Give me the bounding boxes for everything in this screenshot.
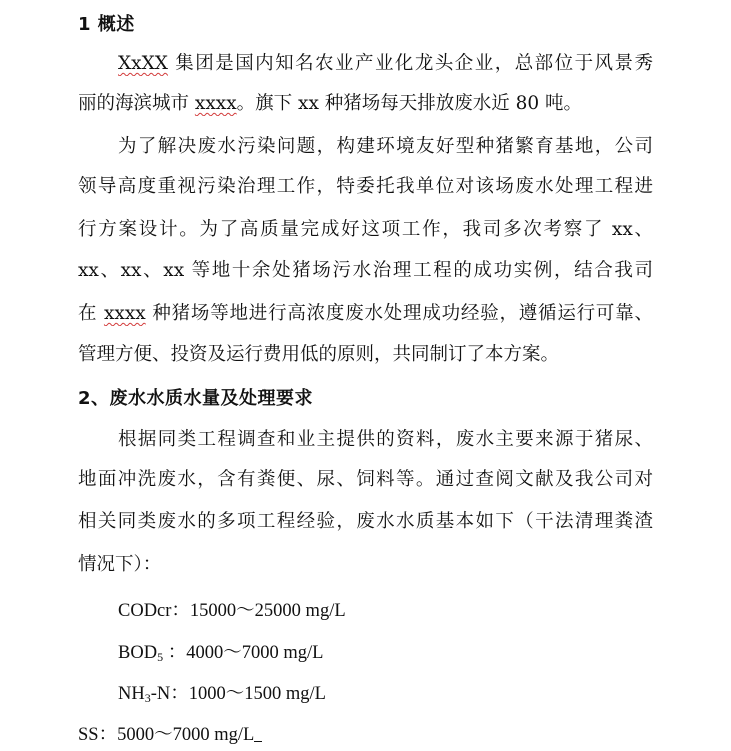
- subscript: 3: [144, 691, 151, 705]
- paragraph-3-line-4: 情况下）：: [78, 554, 162, 575]
- text-span: 。旗下 xx 种猪场每天排放废水近 80 吨。: [236, 93, 583, 114]
- text-span: SS：5000～7000 mg/L: [78, 725, 255, 745]
- text-span: BOD: [118, 643, 158, 663]
- paragraph-2-line-6: 管理方便、投资及运行费用低的原则，共同制订了本方案。: [78, 344, 560, 365]
- paragraph-3-line-2: 地面冲洗废水，含有粪便、尿、饲料等。通过查阅文献及我公司对: [78, 469, 653, 490]
- spellcheck-word: XxXX: [118, 53, 168, 74]
- paragraph-1-line-2: [78, 92, 653, 116]
- quality-bod: [118, 638, 323, 665]
- text-span: -N：1000～1500 mg/L: [150, 684, 326, 704]
- text-span: NH: [118, 684, 145, 704]
- subscript: 5: [157, 650, 164, 664]
- quality-nh3n: [118, 679, 326, 706]
- paragraph-2-line-5: [78, 302, 653, 326]
- text-span: 丽的海滨城市: [78, 93, 195, 114]
- paragraph-2-line-4: xx、xx、xx 等地十余处猪场污水治理工程的成功实例，结合我司: [78, 260, 653, 281]
- paragraph-1-line-1: [118, 52, 653, 76]
- paragraph-2-line-3: 行方案设计。为了高质量完成好这项工作，我司多次考察了 xx、: [78, 219, 653, 240]
- text-span: 种猪场等地进行高浓度废水处理成功经验，遵循运行可靠、: [145, 303, 653, 324]
- quality-cod: CODcr：15000～25000 mg/L: [118, 601, 346, 621]
- text-span: ：4000～7000 mg/L: [163, 643, 324, 663]
- paragraph-2-line-2: 领导高度重视污染治理工作，特委托我单位对该场废水处理工程进: [78, 176, 653, 197]
- section-2-heading: 2、废水水质水量及处理要求: [78, 388, 314, 409]
- paragraph-2-line-1: 为了解决废水污染问题，构建环境友好型种猪繁育基地，公司: [118, 136, 653, 157]
- text-span: 在: [78, 303, 104, 324]
- paragraph-3-line-3: 相关同类废水的多项工程经验，废水水质基本如下（干法清理粪渣: [78, 511, 653, 532]
- text-span: 集团是国内知名农业产业化龙头企业，总部位于风景秀: [167, 53, 653, 74]
- spellcheck-word: xxxx: [103, 303, 146, 324]
- quality-ss: [78, 720, 262, 746]
- section-1-heading: 1 概述: [78, 14, 135, 35]
- spellcheck-word: xxxx: [194, 93, 237, 114]
- paragraph-3-line-1: 根据同类工程调查和业主提供的资料，废水主要来源于猪尿、: [118, 429, 653, 450]
- text-cursor: [254, 727, 262, 742]
